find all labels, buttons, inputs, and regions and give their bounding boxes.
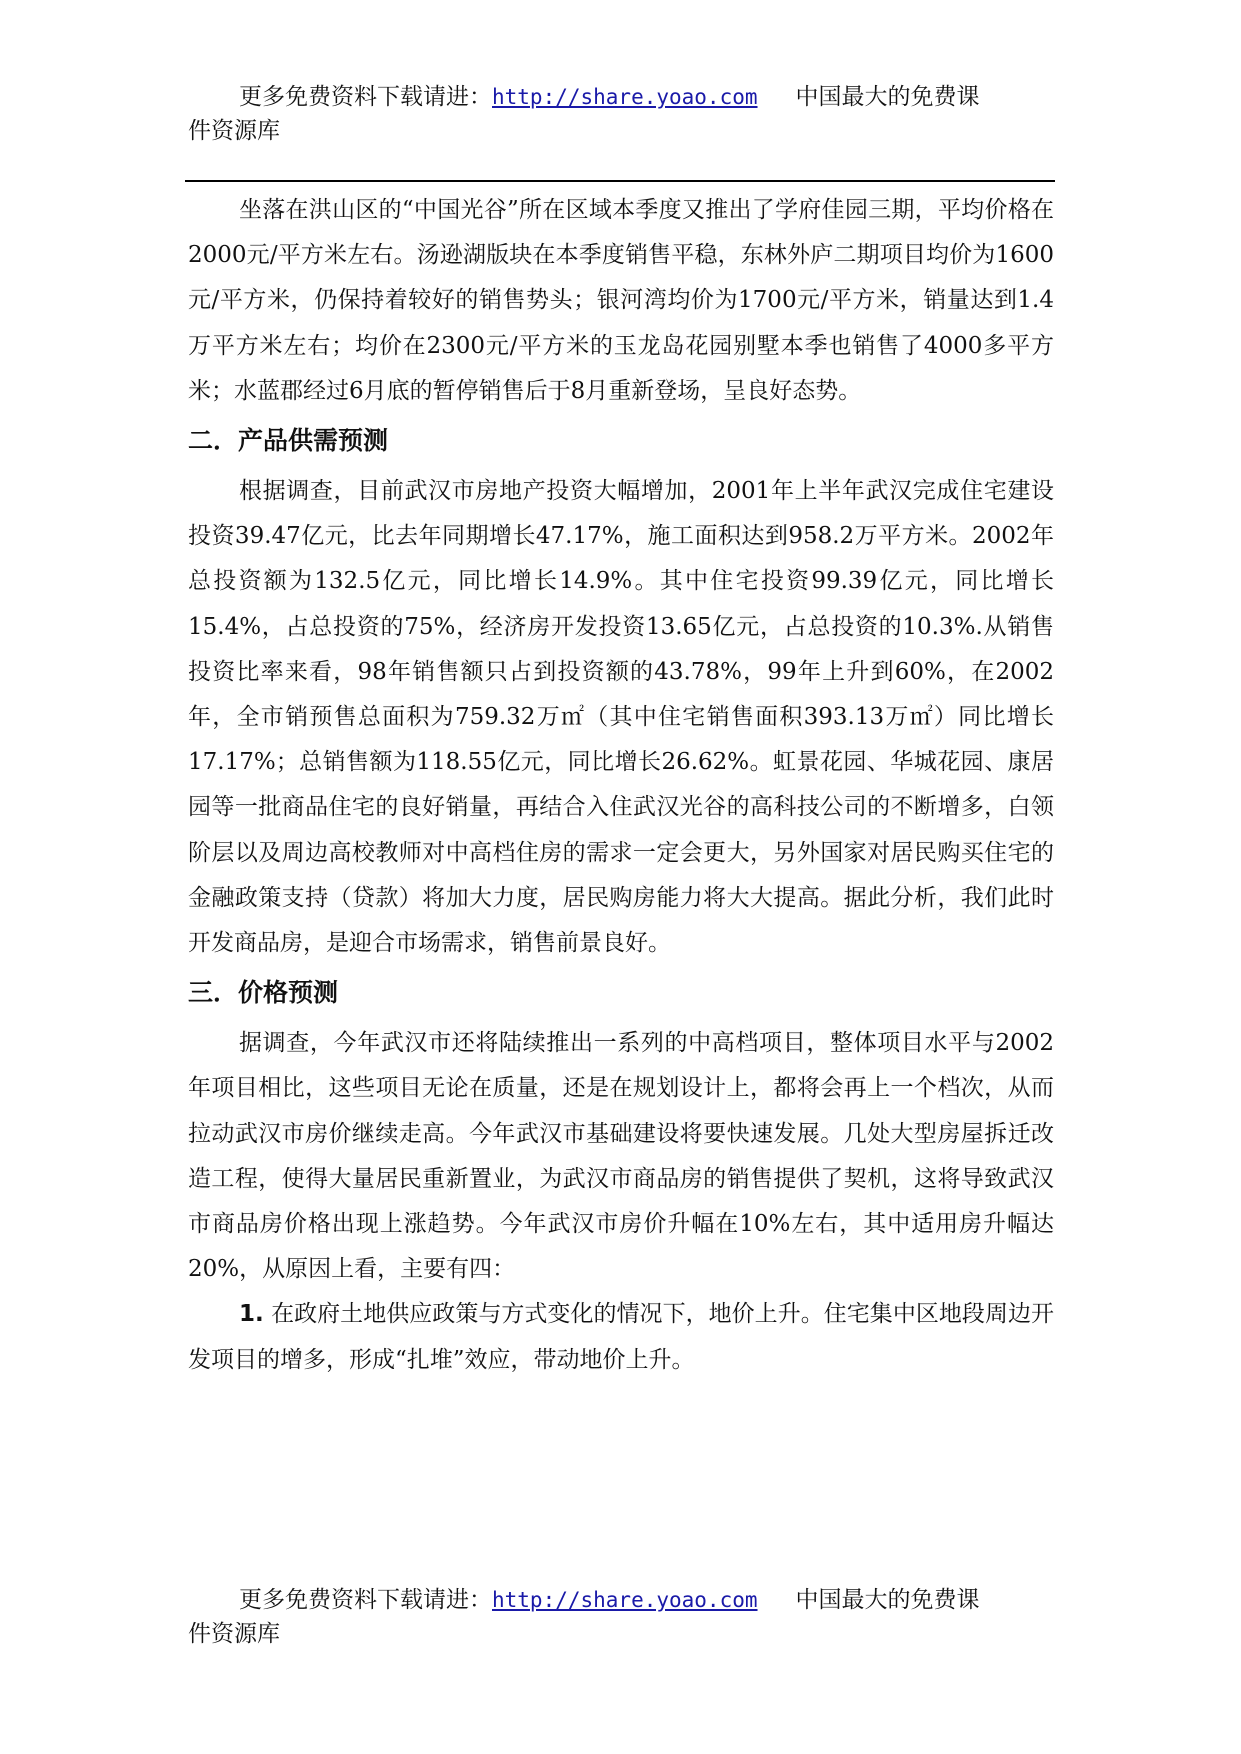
header-prefix: 更多免费资料下载请进： [239,84,492,110]
list-item-text: 在政府土地供应政策与方式变化的情况下，地价上升。住宅集中区地段周边开发项目的增多，形成“扎堆”效应，带动地价上升。 [188,1301,1055,1373]
footer-line [188,1583,1068,1617]
paragraph-investment-data: 根据调查，目前武汉市房地产投资大幅增加，2001年上半年武汉完成住宅建设投资39.47亿元，比去年同期增长47.17%，施工面积达到958.2万平方米。2002年总投资额为132.5亿元，同比增长14.9%。其中住宅投资99.39亿元，同比增长15.4%，占总投资的75%，经济房开发投资13.65亿元，占总投资的10.3%.从销售投资比率来看，98年销售额只占到投资额的43.78%，99年上升到60%，在2002年，全市销预售总面积为759.32万㎡（其中住宅销售面积393.13万㎡）同比增长17.17%；总销售额为118.55亿元，同比增长26.62%。虹景花园、华城花园、康居园等一批商品住宅的良好销量，再结合入住武汉光谷的高科技公司的不断增多，白领阶层以及周边高校教师对中高档住房的需求一定会更大，另外国家对居民购买住宅的金融政策支持（贷款）将加大力度，居民购房能力将大大提高。据此分析，我们此时开发商品房，是迎合市场需求，销售前景良好。 [188,478,1054,957]
section-heading-supply-demand: 二．产品供需预测 [188,426,389,456]
list-item-reason-1 [188,1292,1054,1382]
paragraph-price-trend: 据调查，今年武汉市还将陆续推出一系列的中高档项目，整体项目水平与2002年项目相比，这些项目无论在质量，还是在规划设计上，都将会再上一个档次，从而拉动武汉市房价继续走高。今年武汉市基础建设将要快速发展。几处大型房屋拆迁改造工程，使得大量居民重新置业，为武汉市商品房的销售提供了契机，这将导致武汉市商品房价格出现上涨趋势。今年武汉市房价升幅在10%左右，其中适用房升幅达20%，从原因上看，主要有四： [188,1030,1054,1283]
footer-line-2: 件资源库 [188,1621,280,1647]
footer-prefix: 更多免费资料下载请进： [239,1587,492,1613]
footer-link[interactable]: http://share.yoao.com [492,1588,758,1612]
header-line-2: 件资源库 [188,118,280,144]
page-footer [188,1583,1068,1651]
section-heading-price-forecast: 三．价格预测 [188,978,339,1008]
main-content [188,188,1054,1383]
header-line [188,80,1068,114]
header-divider [185,180,1055,182]
header-suffix: 中国最大的免费课 [795,84,980,110]
header-link[interactable]: http://share.yoao.com [492,85,758,109]
list-item-number: 1. [239,1301,264,1328]
paragraph-guanggu-sales: 坐落在洪山区的“中国光谷”所在区域本季度又推出了学府佳园三期，平均价格在2000元/平方米左右。汤逊湖版块在本季度销售平稳，东林外庐二期项目均价为1600元/平方米，仍保持着较好的销售势头；银河湾均价为1700元/平方米，销量达到1.4万平方米左右；均价在2300元/平方米的玉龙岛花园别墅本季也销售了4000多平方米；水蓝郡经过6月底的暂停销售后于8月重新登场，呈良好态势。 [188,197,1054,404]
page-header [188,80,1068,148]
footer-suffix: 中国最大的免费课 [795,1587,980,1613]
